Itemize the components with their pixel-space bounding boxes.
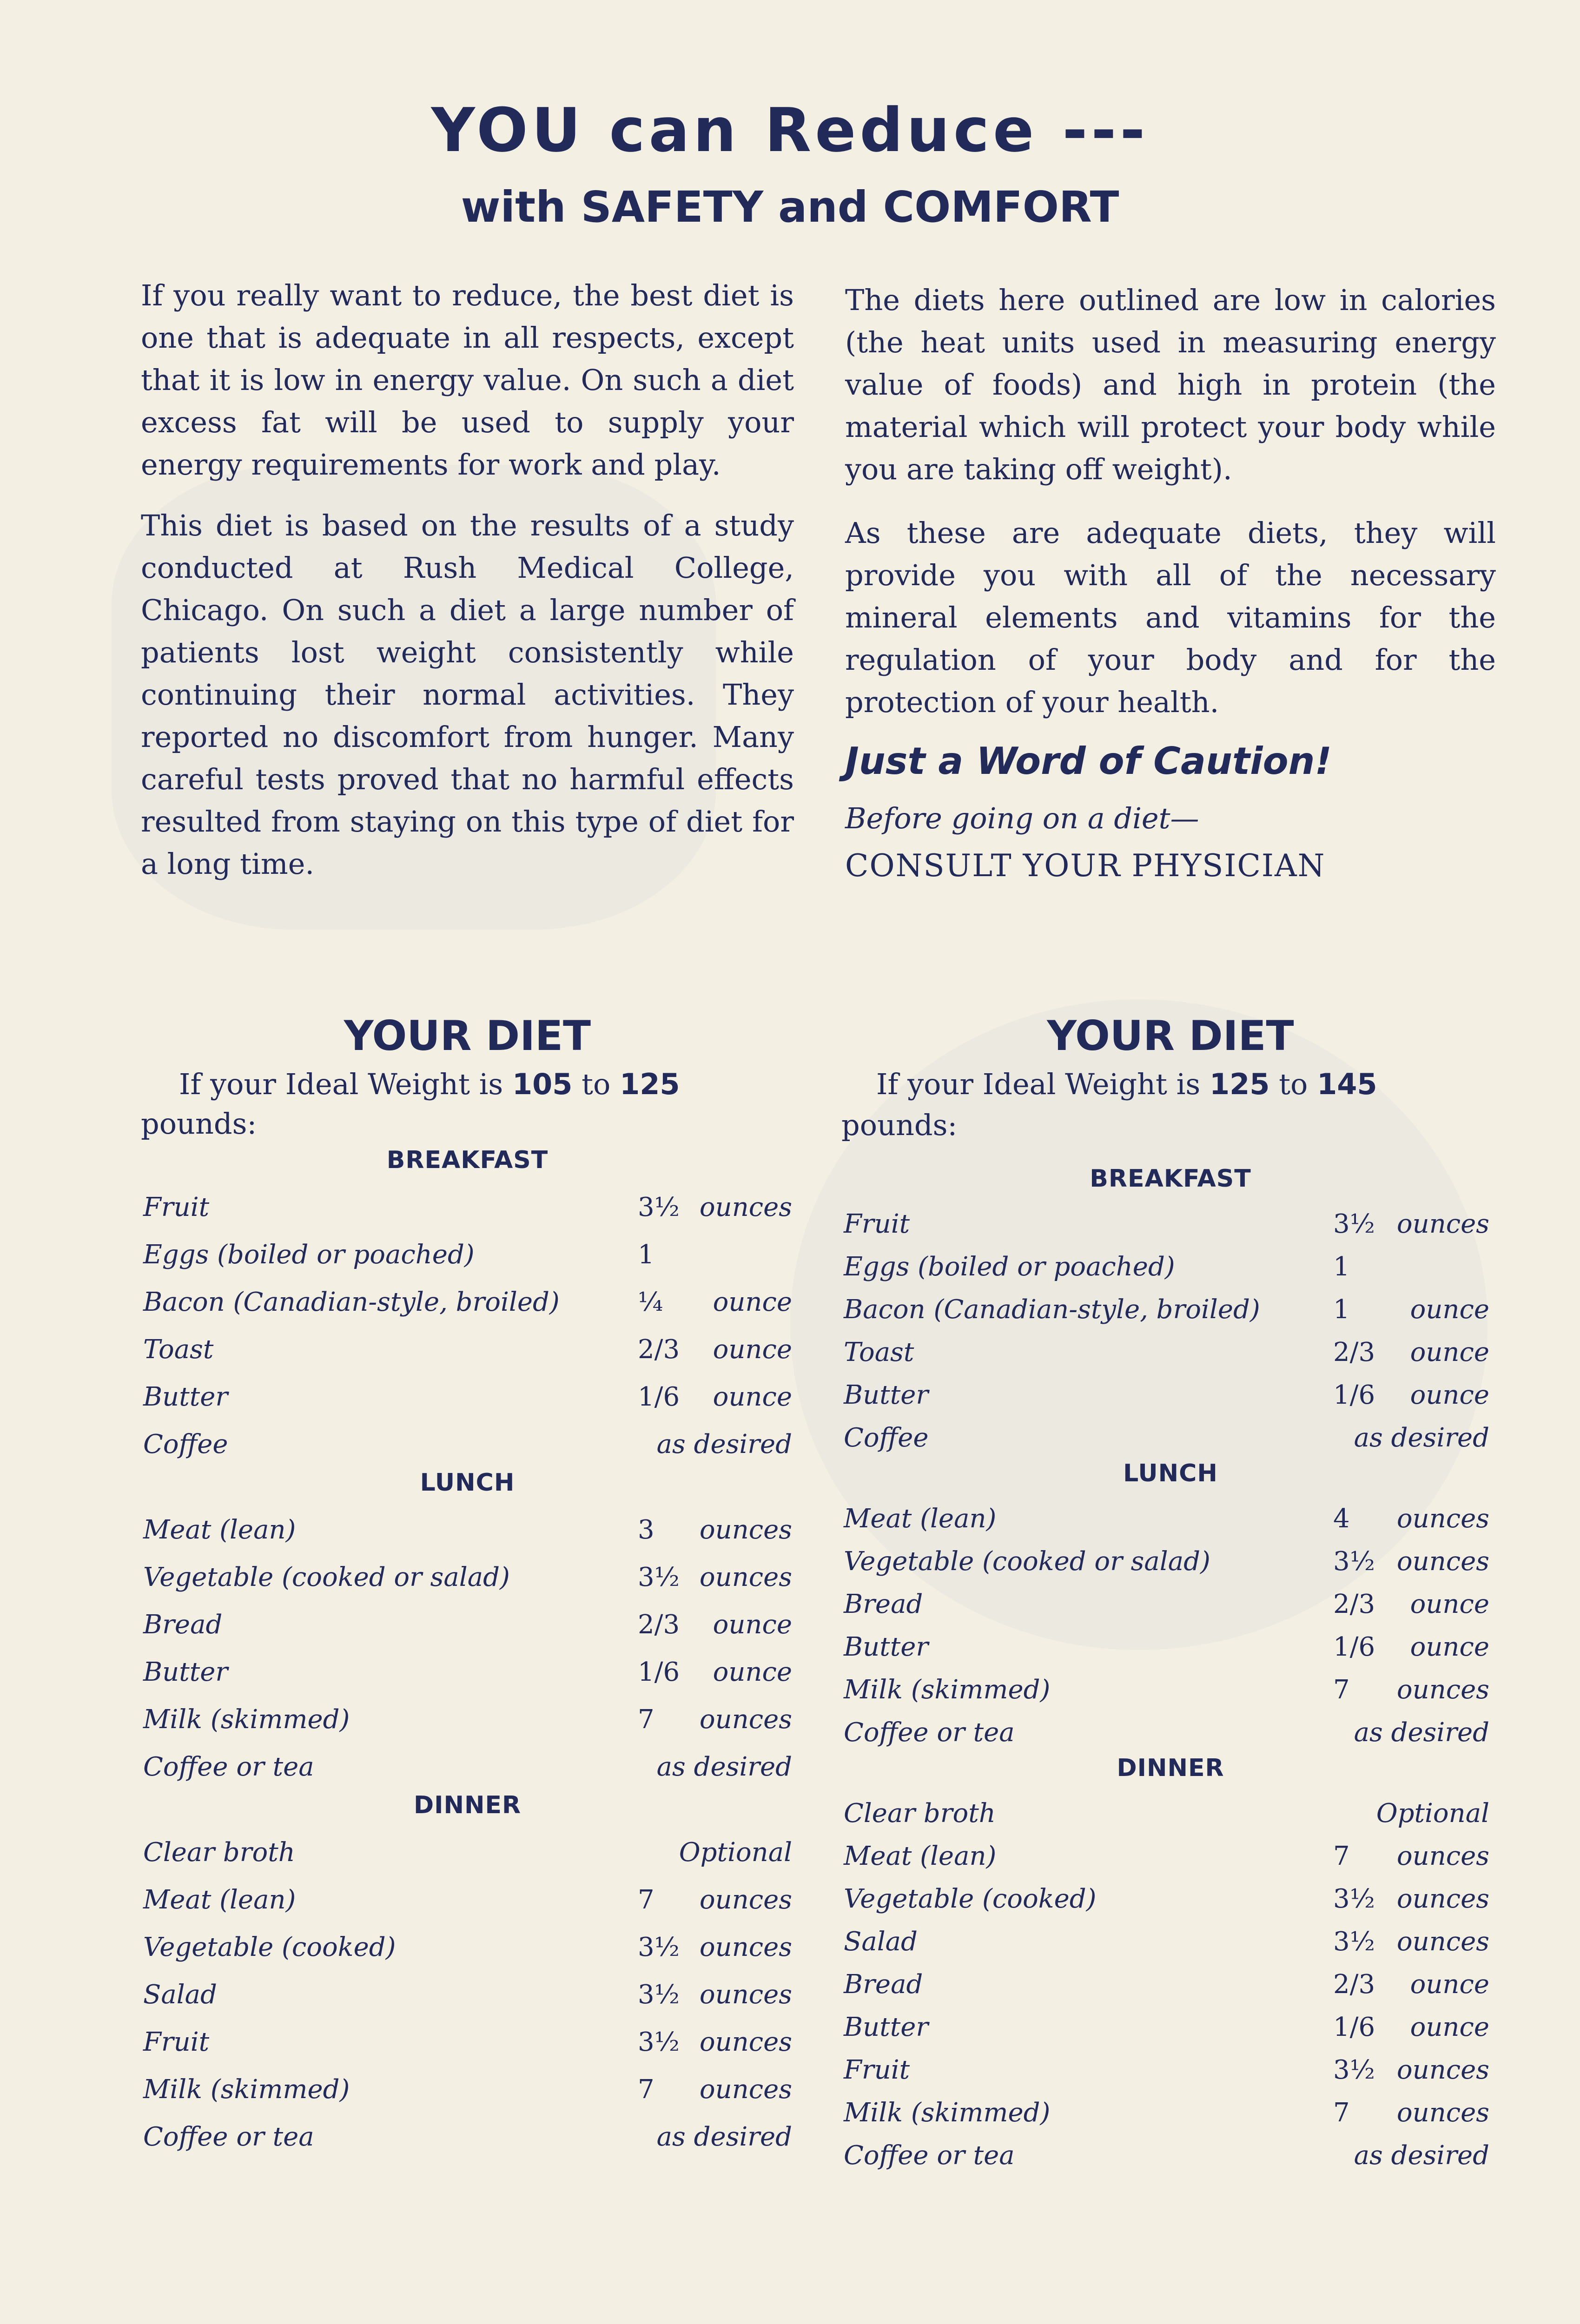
diet-item: Bread	[844, 1589, 923, 1619]
diet-item: Clear broth	[143, 1837, 295, 1868]
diet-item: Fruit	[143, 2027, 210, 2057]
diet-unit: ounces	[1396, 1209, 1489, 1239]
diet-item: Clear broth	[844, 1798, 996, 1829]
diet-unit: as desired	[656, 1752, 792, 1782]
diet-amount: 1	[1333, 1294, 1350, 1325]
diet-unit: ounce	[1410, 1380, 1489, 1410]
diet-unit: ounces	[1396, 2055, 1489, 2085]
diet-amount: 3½	[638, 1192, 680, 1222]
diet-amount: 4	[1333, 1504, 1350, 1534]
ideal-max: 145	[1317, 1067, 1377, 1101]
diet-unit: ounces	[699, 1515, 792, 1545]
ideal-suffix-left: pounds:	[141, 1107, 257, 1141]
diet-unit: Optional	[679, 1837, 792, 1868]
diet-unit: ounces	[1396, 1884, 1489, 1914]
headline-line2: with SAFETY and COMFORT	[461, 182, 1119, 232]
diet-unit: ounces	[699, 2027, 792, 2057]
diet-amount: 7	[638, 1704, 654, 1735]
diet-unit: ounce	[713, 1382, 792, 1412]
diet-item: Meat (lean)	[143, 1515, 296, 1545]
diet-unit: as desired	[1354, 1423, 1489, 1453]
diet-unit: ounce	[1410, 1294, 1489, 1325]
diet-item: Vegetable (cooked or salad)	[143, 1562, 510, 1592]
diet-amount: 1/6	[1333, 2012, 1375, 2042]
diet-amount: 2/3	[638, 1610, 680, 1640]
intro-right-column	[845, 279, 1496, 884]
diet-item: Butter	[844, 1380, 929, 1410]
diet-unit: ounce	[713, 1657, 792, 1687]
diet-unit: ounces	[699, 1562, 792, 1592]
diet-item: Meat (lean)	[844, 1504, 997, 1534]
diet-item: Bacon (Canadian-style, broiled)	[844, 1294, 1260, 1325]
intro-paragraph: This diet is based on the results of a study conducted at Rush Medical College, Chicago. On such a diet a large number of patients lost weight consistently while continuing their normal activities. They reported no discomfort from hunger. Many careful tests proved that no harmful effects resulted from staying on this type of diet for a long time.	[141, 508, 794, 881]
intro-paragraph: As these are adequate diets, they will provide you with all of the necessary mineral elements and vitamins for the regulation of your body and for the protection of your health.	[845, 516, 1496, 719]
diet-unit: ounce	[713, 1334, 792, 1365]
consult-physician-text: CONSULT YOUR PHYSICIAN	[845, 848, 1326, 884]
diet-amount: 3½	[1333, 1927, 1375, 1957]
ideal-min: 125	[1209, 1067, 1270, 1101]
diet-unit: ounces	[1396, 1841, 1489, 1871]
diet-amount: 1/6	[1333, 1380, 1375, 1410]
intro-paragraph: The diets here outlined are low in calories (the heat units used in measuring energy value of foods) and high in protein (the material which will protect your body while you are taking off weight).	[845, 283, 1496, 486]
ideal-prefix: If your Ideal Weight is	[179, 1067, 503, 1101]
diet-unit: ounces	[699, 2074, 792, 2105]
diet-unit: as desired	[656, 1429, 792, 1459]
meal-heading-breakfast: BREAKFAST	[386, 1146, 549, 1174]
diet-amount: 2/3	[1333, 1969, 1375, 2000]
ideal-to: to	[582, 1067, 611, 1101]
diet-unit: as desired	[1354, 2140, 1489, 2171]
diet-unit: ounces	[699, 1980, 792, 2010]
diet-item: Butter	[143, 1382, 228, 1412]
diet-item: Fruit	[844, 2055, 910, 2085]
diet-title-right: YOUR DIET	[1047, 1012, 1294, 1060]
caution-before-text: Before going on a diet—	[845, 801, 1199, 835]
diet-amount: 3½	[1333, 1209, 1375, 1239]
diet-amount: 7	[1333, 2098, 1350, 2128]
diet-unit: ounces	[1396, 1546, 1489, 1577]
diet-unit: ounce	[1410, 1632, 1489, 1662]
diet-amount: 1/6	[638, 1657, 680, 1687]
diet-amount: 2/3	[638, 1334, 680, 1365]
diet-amount: 7	[1333, 1675, 1350, 1705]
diet-unit: as desired	[656, 2122, 792, 2152]
diet-item: Milk (skimmed)	[844, 1675, 1051, 1705]
diet-item: Coffee or tea	[143, 1752, 314, 1782]
diet-amount: 3½	[638, 1562, 680, 1592]
diet-item: Bread	[844, 1969, 923, 2000]
diet-amount: 2/3	[1333, 1337, 1375, 1367]
diet-item: Butter	[844, 1632, 929, 1662]
meal-heading-lunch: LUNCH	[420, 1469, 515, 1497]
diet-item: Milk (skimmed)	[143, 1704, 350, 1735]
diet-unit: ounce	[1410, 1589, 1489, 1619]
meal-heading-dinner: DINNER	[413, 1791, 522, 1819]
meal-heading-dinner: DINNER	[1117, 1754, 1224, 1782]
diet-unit: ounces	[699, 1704, 792, 1735]
diet-item: Butter	[143, 1657, 228, 1687]
diet-item: Coffee or tea	[143, 2122, 314, 2152]
diet-item: Vegetable (cooked)	[844, 1884, 1097, 1914]
intro-left-column	[141, 274, 794, 885]
diet-item: Vegetable (cooked or salad)	[844, 1546, 1210, 1577]
diet-unit: ounce	[1410, 1969, 1489, 2000]
diet-item: Toast	[143, 1334, 214, 1365]
diet-item: Milk (skimmed)	[844, 2098, 1051, 2128]
ideal-suffix-right: pounds:	[841, 1108, 958, 1142]
diet-amount: 3½	[1333, 2055, 1375, 2085]
diet-amount: 7	[638, 1885, 654, 1915]
ideal-max: 125	[620, 1067, 680, 1101]
diet-item: Coffee or tea	[844, 1717, 1015, 1748]
meal-heading-breakfast: BREAKFAST	[1090, 1165, 1251, 1193]
diet-item: Coffee	[143, 1429, 228, 1459]
meal-heading-lunch: LUNCH	[1123, 1459, 1218, 1487]
diet-amount: 3½	[1333, 1884, 1375, 1914]
diet-amount: ¼	[638, 1287, 663, 1317]
diet-item: Fruit	[143, 1192, 210, 1222]
diet-amount: 3½	[638, 1932, 680, 1962]
diet-item: Bacon (Canadian-style, broiled)	[143, 1287, 560, 1317]
diet-unit: ounce	[1410, 2012, 1489, 2042]
diet-amount: 3½	[638, 1980, 680, 2010]
diet-title-left: YOUR DIET	[344, 1012, 591, 1060]
diet-item: Meat (lean)	[844, 1841, 997, 1871]
diet-item: Coffee or tea	[844, 2140, 1015, 2171]
diet-amount: 7	[1333, 1841, 1350, 1871]
diet-unit: ounces	[699, 1932, 792, 1962]
diet-unit: ounces	[1396, 1675, 1489, 1705]
diet-item: Bread	[143, 1610, 223, 1640]
ideal-weight-left	[179, 1064, 793, 1104]
ideal-to: to	[1279, 1067, 1308, 1101]
caution-heading: Just a Word of Caution!	[845, 739, 1332, 783]
diet-item: Salad	[844, 1927, 918, 1957]
diet-unit: ounces	[699, 1192, 792, 1222]
diet-amount: 1/6	[1333, 1632, 1375, 1662]
diet-unit: ounce	[713, 1610, 792, 1640]
diet-item: Toast	[844, 1337, 914, 1367]
diet-amount: 1	[1333, 1252, 1350, 1282]
diet-item: Meat (lean)	[143, 1885, 296, 1915]
headline-line1: YOU can Reduce ---	[431, 95, 1149, 165]
diet-item: Butter	[844, 2012, 929, 2042]
diet-unit: ounce	[1410, 1337, 1489, 1367]
diet-item: Fruit	[844, 1209, 910, 1239]
diet-item: Coffee	[844, 1423, 929, 1453]
diet-amount: 3½	[638, 2027, 680, 2057]
diet-item: Vegetable (cooked)	[143, 1932, 396, 1962]
diet-unit: Optional	[1376, 1798, 1489, 1829]
diet-amount: 2/3	[1333, 1589, 1375, 1619]
diet-unit: ounces	[699, 1885, 792, 1915]
diet-item: Eggs (boiled or poached)	[143, 1240, 475, 1270]
diet-amount: 1/6	[638, 1382, 680, 1412]
intro-paragraph: If you really want to reduce, the best diet is one that is adequate in all respects, except that it is low in energy value. On such a diet excess fat will be used to supply your energy requirements for work and play.	[141, 278, 794, 482]
ideal-min: 105	[512, 1067, 573, 1101]
diet-item: Eggs (boiled or poached)	[844, 1252, 1175, 1282]
diet-amount: 3	[638, 1515, 654, 1545]
diet-amount: 3½	[1333, 1546, 1375, 1577]
diet-amount: 7	[638, 2074, 654, 2105]
diet-unit: ounces	[1396, 1927, 1489, 1957]
diet-item: Salad	[143, 1980, 217, 2010]
diet-item: Milk (skimmed)	[143, 2074, 350, 2105]
ideal-weight-right	[876, 1064, 1494, 1104]
diet-amount: 1	[638, 1240, 654, 1270]
diet-unit: ounce	[713, 1287, 792, 1317]
diet-unit: ounces	[1396, 1504, 1489, 1534]
diet-unit: as desired	[1354, 1717, 1489, 1748]
diet-unit: ounces	[1396, 2098, 1489, 2128]
ideal-prefix: If your Ideal Weight is	[876, 1067, 1201, 1101]
